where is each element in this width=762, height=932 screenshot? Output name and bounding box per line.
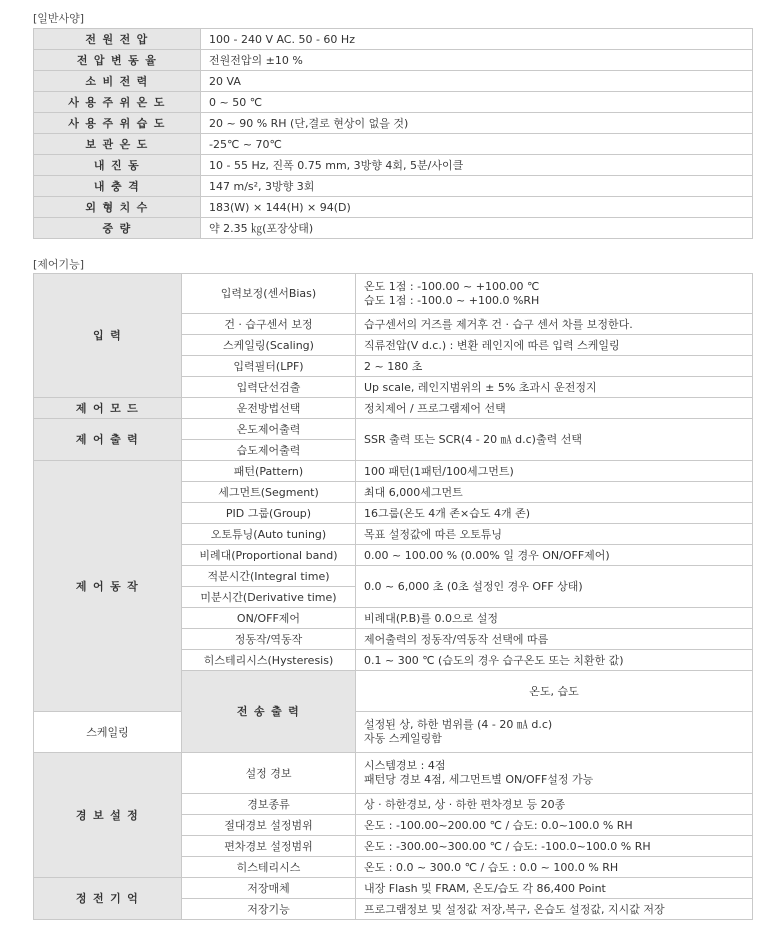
category-cell: 입 력 [34,274,182,398]
value-cell: 100 패턴(1패턴/100세그먼트) [356,461,753,482]
spec-name-cell: 전 압 변 동 율 [34,50,201,71]
item-cell: 온도, 습도 [356,671,753,712]
value-cell: 최대 6,000세그먼트 [356,482,753,503]
value-cell: 목표 설정값에 따른 오토튜닝 [356,524,753,545]
value-line: 습도 1점 : -100.0 ~ +100.0 %RH [364,293,540,307]
spec-value-cell: 10 - 55 Hz, 진폭 0.75 mm, 3방향 4회, 5분/사이클 [201,155,753,176]
category-cell: 제 어 모 드 [34,398,182,419]
category-cell: 경 보 설 정 [34,753,182,878]
spec-value-cell: 20 VA [201,71,753,92]
value-cell: Up scale, 레인지범위의 ± 5% 초과시 운전정지 [356,377,753,398]
general-spec-table [33,28,753,239]
general-section-label: [일반사양] [33,12,85,25]
spec-value-cell: 0 ~ 50 ℃ [201,92,753,113]
table-row [34,29,753,50]
category-cell: 정 전 기 억 [34,878,182,920]
table-row [34,92,753,113]
value-cell: 온도 : 0.0 ~ 300.0 ℃ / 습도 : 0.0 ~ 100.0 % RH [356,857,753,878]
spec-name-cell: 내 충 격 [34,176,201,197]
spec-value-cell: 100 - 240 V AC. 50 - 60 Hz [201,29,753,50]
item-cell: 입력필터(LPF) [182,356,356,377]
value-cell: 비례대(P.B)를 0.0으로 설정 [356,608,753,629]
value-cell: 16그룹(온도 4개 존×습도 4개 존) [356,503,753,524]
item-cell: ON/OFF제어 [182,608,356,629]
item-cell: 입력보정(센서Bias) [182,274,356,314]
table-row [34,176,753,197]
item-cell: 경보종류 [182,794,356,815]
spec-name-cell: 소 비 전 력 [34,71,201,92]
spec-name-cell: 사 용 주 위 온 도 [34,92,201,113]
item-cell: 패턴(Pattern) [182,461,356,482]
item-cell: 스케일링 [34,712,182,753]
table-row [34,197,753,218]
table-row [34,134,753,155]
spec-value-cell: 약 2.35 ㎏(포장상태) [201,218,753,239]
item-cell: 오토튜닝(Auto tuning) [182,524,356,545]
spec-value-cell: 전원전압의 ±10 % [201,50,753,71]
spec-name-cell: 내 진 동 [34,155,201,176]
spec-name-cell: 전 원 전 압 [34,29,201,50]
category-cell: 제 어 출 력 [34,419,182,461]
spec-name-cell: 사 용 주 위 습 도 [34,113,201,134]
value-cell: 0.0 ~ 6,000 초 (0초 설정인 경우 OFF 상태) [356,566,753,608]
control-section-label: [제어기능] [33,258,85,271]
value-cell [356,753,753,794]
spec-value-cell: 183(W) × 144(H) × 94(D) [201,197,753,218]
table-row [34,419,753,440]
category-cell: 전 송 출 력 [182,671,356,753]
spec-name-cell: 중 량 [34,218,201,239]
table-row [34,712,753,753]
value-line: 시스템경보 : 4점 [364,759,446,772]
table-row [34,50,753,71]
item-cell: 저장기능 [182,899,356,920]
item-cell: PID 그룹(Group) [182,503,356,524]
value-cell: 온도 : -300.00~300.00 ℃ / 습도: -100.0~100.0 % RH [356,836,753,857]
value-cell: SSR 출력 또는 SCR(4 - 20 ㎃ d.c)출력 선택 [356,419,753,461]
value-cell: 제어출력의 정동작/역동작 선택에 따름 [356,629,753,650]
item-cell: 운전방법선택 [182,398,356,419]
table-row [34,398,753,419]
item-cell: 정동작/역동작 [182,629,356,650]
value-cell: 정치제어 / 프로그램제어 선택 [356,398,753,419]
control-spec-table [33,273,753,920]
value-cell: 0.00 ~ 100.00 % (0.00% 일 경우 ON/OFF제어) [356,545,753,566]
item-cell: 저장매체 [182,878,356,899]
value-cell: 0.1 ~ 300 ℃ (습도의 경우 습구온도 또는 치환한 값) [356,650,753,671]
spec-value-cell: -25℃ ~ 70℃ [201,134,753,155]
item-cell: 적분시간(Integral time) [182,566,356,587]
table-row [34,113,753,134]
value-line: 자동 스케일링함 [364,732,442,745]
item-cell: 온도제어출력 [182,419,356,440]
item-cell: 설정 경보 [182,753,356,794]
value-cell [356,712,753,753]
spec-value-cell: 147 m/s², 3방향 3회 [201,176,753,197]
spec-value-cell: 20 ~ 90 % RH (단,결로 현상이 없을 것) [201,113,753,134]
item-cell: 습도제어출력 [182,440,356,461]
table-row [34,461,753,482]
table-row [34,274,753,314]
item-cell: 히스테리시스 [182,857,356,878]
table-row [34,71,753,92]
item-cell: 절대경보 설정범위 [182,815,356,836]
value-cell [356,274,753,314]
category-cell: 제 어 동 작 [34,461,182,712]
table-row [34,155,753,176]
table-row [34,753,753,794]
table-row [34,878,753,899]
value-line: 온도 1점 : -100.00 ~ +100.00 ℃ [364,279,540,293]
item-cell: 입력단선검출 [182,377,356,398]
value-line: 설정된 상, 하한 범위를 (4 - 20 ㎃ d.c) [364,718,553,731]
table-row [34,218,753,239]
item-cell: 미분시간(Derivative time) [182,587,356,608]
value-cell: 온도 : -100.00~200.00 ℃ / 습도: 0.0~100.0 % RH [356,815,753,836]
spec-name-cell: 보 관 온 도 [34,134,201,155]
value-cell: 상 · 하한경보, 상 · 하한 편차경보 등 20종 [356,794,753,815]
value-cell: 습구센서의 거즈를 제거후 건 · 습구 센서 차를 보정한다. [356,314,753,335]
item-cell: 세그먼트(Segment) [182,482,356,503]
value-cell: 2 ~ 180 초 [356,356,753,377]
spec-name-cell: 외 형 치 수 [34,197,201,218]
item-cell: 비례대(Proportional band) [182,545,356,566]
value-cell: 프로그램정보 및 설정값 저장,복구, 온습도 설정값, 지시값 저장 [356,899,753,920]
item-cell: 편차경보 설정범위 [182,836,356,857]
item-cell: 히스테리시스(Hysteresis) [182,650,356,671]
value-cell: 직류전압(V d.c.) : 변환 레인지에 따른 입력 스케일링 [356,335,753,356]
value-line: 패턴당 경보 4점, 세그먼트별 ON/OFF설정 가능 [364,773,594,786]
item-cell: 스케일링(Scaling) [182,335,356,356]
item-cell: 건 · 습구센서 보정 [182,314,356,335]
value-cell: 내장 Flash 및 FRAM, 온도/습도 각 86,400 Point [356,878,753,899]
